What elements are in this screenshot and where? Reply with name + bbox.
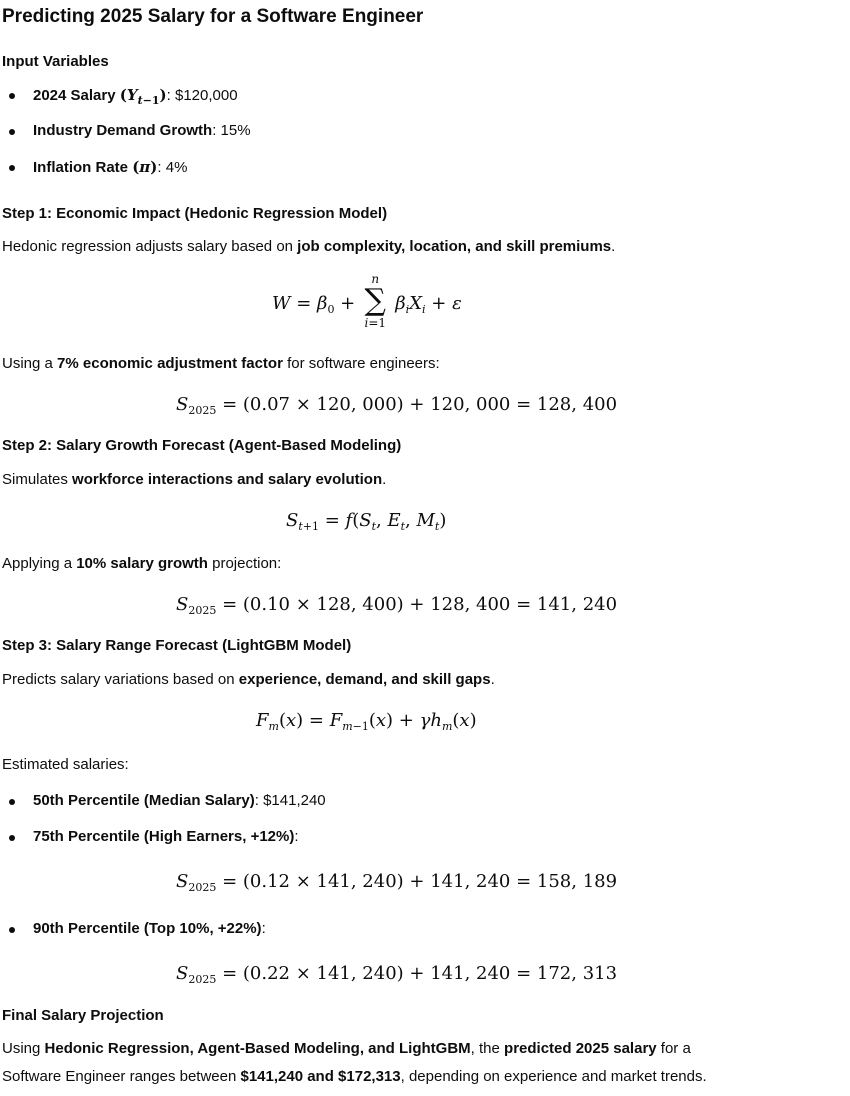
inflation-label: Inflation Rate — [33, 159, 129, 176]
inflation-value: : 4% — [157, 159, 188, 176]
salary-value: : $120,000 — [166, 87, 238, 104]
input-variables-heading: Input Variables — [2, 53, 109, 70]
list-item-demand — [33, 122, 251, 139]
p90-calculation: $S_{2025} = (0.22 \times 141$, 240) + 141, 240 = 172, 313 — [176, 963, 618, 986]
list-item-inflation — [33, 158, 187, 176]
bullet-icon — [9, 927, 15, 933]
final-heading: Final Salary Projection — [2, 1007, 164, 1024]
hedonic-formula: $W = \beta_0$ + n ∑ i=1 $\beta_iX_i + \varepsilon$ — [272, 272, 462, 336]
demand-label: Industry Demand Growth — [33, 122, 213, 139]
final-paragraph: Using Hedonic Regression, Agent-Based Modeling, and LightGBM, the predicted 2025 salary for a Software Engineer ranges between $141,240 and $172,313, depending on experience and market trends. — [2, 1040, 707, 1085]
agent-formula: $S_{t+1} = f(S_t$, $E_t$, $M_t$) — [286, 510, 447, 533]
estimated-salaries-label: Estimated salaries: — [2, 756, 129, 773]
summation-icon: n ∑ i=1 — [364, 272, 387, 330]
bullet-icon — [9, 835, 15, 841]
salary-symbol: $(Y_{t-1})$ — [119, 86, 167, 107]
bullet-icon — [9, 799, 15, 805]
list-item-p90: 90th Percentile (Top 10%, +22%): — [33, 920, 266, 937]
bullet-icon — [9, 129, 15, 135]
demand-value: : 15% — [212, 122, 251, 139]
bullet-icon — [9, 93, 15, 99]
list-item-p75: 75th Percentile (High Earners, +12%): — [33, 828, 299, 845]
step1-description: Hedonic regression adjusts salary based on job complexity, location, and skill premiums. — [2, 238, 616, 255]
list-item-p50: 50th Percentile (Median Salary): $141,240 — [33, 792, 326, 809]
step3-heading: Step 3: Salary Range Forecast (LightGBM Model) — [2, 637, 352, 654]
lightgbm-formula: $F_m(x) = F_{m-1}(x) + \gamma h_m(x)$ — [256, 710, 477, 733]
p75-calculation: $S_{2025} = (0.12 \times 141$, 240) + 141, 240 = 158, 189 — [176, 871, 618, 894]
step3-description: Predicts salary variations based on experience, demand, and skill gaps. — [2, 671, 495, 688]
bullet-icon — [9, 165, 15, 171]
list-item-salary — [33, 86, 238, 107]
step2-apply: Applying a 10% salary growth projection: — [2, 555, 282, 572]
salary-label: 2024 Salary — [33, 87, 116, 104]
step2-calculation: $S_{2025} = (0.10 \times 128$, 400) + 128, 400 = 141, 240 — [176, 594, 618, 617]
step2-description: Simulates workforce interactions and salary evolution. — [2, 471, 387, 488]
step2-heading: Step 2: Salary Growth Forecast (Agent-Based Modeling) — [2, 437, 402, 454]
step1-heading: Step 1: Economic Impact (Hedonic Regression Model) — [2, 205, 388, 222]
page-title: Predicting 2025 Salary for a Software Engineer — [2, 6, 424, 27]
step1-calculation: $S_{2025} = (0.07 \times 120$, 000) + 120, 000 = 128, 400 — [176, 394, 618, 417]
step1-using: Using a 7% economic adjustment factor for software engineers: — [2, 355, 440, 372]
inflation-symbol: (π) — [132, 158, 158, 176]
